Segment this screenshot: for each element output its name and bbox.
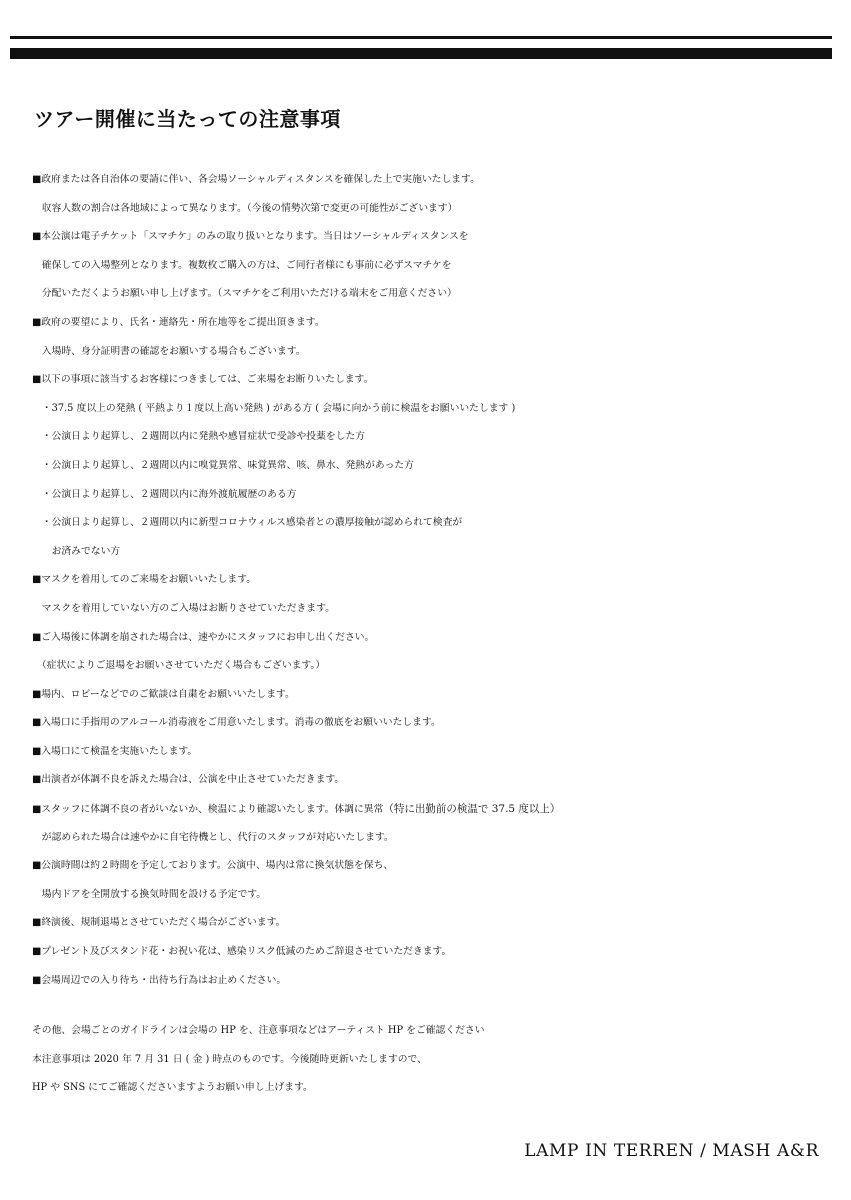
notice-line: ■終演後、規制退場とさせていただく場合がございます。 <box>32 917 286 929</box>
notice-list <box>32 166 832 995</box>
notice-line: ■以下の事項に該当するお客様につきましては、ご来場をお断りいたします。 <box>32 374 374 386</box>
notice-line: が認められた場合は速やかに自宅待機とし、代行のスタッフが対応いたします。 <box>32 831 394 843</box>
notice-line: ・公演日より起算し、２週間以内に海外渡航履歴のある方 <box>32 488 297 500</box>
header-rule-thick <box>10 48 832 59</box>
page-title: ツアー開催に当たっての注意事項 <box>34 107 341 131</box>
notice-line: ■入場口にて検温を実施いたします。 <box>32 745 198 757</box>
notice-line: ■会場周辺での入り待ち・出待ち行為はお止めください。 <box>32 974 287 986</box>
notice-line: ・公演日より起算し、２週間以内に嗅覚異常、味覚異常、咳、鼻水、発熱があった方 <box>32 459 414 471</box>
footer-line: 本注意事項は 2020 年 7 月 31 日 ( 金 ) 時点のものです。今後随時更新いたしますので、 <box>32 1053 427 1065</box>
footer-note <box>32 1017 832 1103</box>
notice-line: ・公演日より起算し、２週間以内に新型コロナウィルス感染者との濃厚接触が認められて検査が <box>32 517 463 529</box>
notice-line: ■政府または各自治体の要請に伴い、各会場ソーシャルディスタンスを確保した上で実施いたします。 <box>32 174 480 185</box>
notice-line: ■本公演は電子チケット「スマチケ」のみの取り扱いとなります。当日はソーシャルディスタンスを <box>32 231 469 243</box>
footer-line: その他、会場ごとのガイドラインは会場の HP を、注意事項などはアーティスト HP をご確認ください <box>32 1025 485 1036</box>
notice-line: ■プレゼント及びスタンド花・お祝い花は、感染リスク低減のためご辞退させていただきます。 <box>32 946 452 958</box>
notice-line: 場内ドアを全開放する換気時間を設ける予定です。 <box>32 888 267 900</box>
notice-line: ■場内、ロビーなどでのご歓談は自粛をお願いいたします。 <box>32 688 295 700</box>
signature: LAMP IN TERREN / MASH A&R <box>524 1141 819 1161</box>
notice-line: ■入場口に手指用のアルコール消毒液をご用意いたします。消毒の徹底をお願いいたします。 <box>32 717 441 729</box>
notice-line: ・37.5 度以上の発熱 ( 平熱より１度以上高い発熱 ) がある方 ( 会場に向かう前に検温をお願いいたします ) <box>32 402 516 414</box>
staff-check-text: ■スタッフに体調不良の者がいないか、検温により確認いたします。体調に異常 <box>32 804 384 816</box>
notice-line: ■政府の要望により、氏名・連絡先・所在地等をご提出頂きます。 <box>32 316 325 328</box>
notice-line: ■ご入場後に体調を崩された場合は、速やかにスタッフにお申し出ください。 <box>32 631 375 643</box>
notice-line: マスクを着用していない方のご入場はお断りさせていただきます。 <box>32 602 335 614</box>
notice-line: ■出演者が体調不良を訴えた場合は、公演を中止させていただきます。 <box>32 774 345 786</box>
notice-line: ■公演時間は約２時間を予定しております。公演中、場内は常に換気状態を保ち、 <box>32 860 394 872</box>
notice-line: （症状によりご退場をお願いさせていただく場合もございます。） <box>32 660 326 672</box>
notice-line: 収容人数の割合は各地域によって異なります。（今後の情勢次第で変更の可能性がございます） <box>32 202 458 214</box>
notice-line: 分配いただくようお願い申し上げます。（スマチケをご利用いただける端末をご用意ください） <box>32 288 457 300</box>
notice-line: 確保しての入場整列となります。複数枚ご購入の方は、ご同行者様にも事前に必ずスマチケを <box>32 259 452 271</box>
notice-line: ■マスクを着用してのご来場をお願いいたします。 <box>32 574 257 586</box>
staff-check-note: （特に出勤前の検温で 37.5 度以上） <box>383 803 561 816</box>
notice-line: ・公演日より起算し、２週間以内に発熱や感冒症状で受診や投薬をした方 <box>32 431 366 443</box>
header-rule-thin <box>10 36 832 39</box>
notice-line: お済みでない方 <box>32 545 121 557</box>
notice-line: 入場時、身分証明書の確認をお願いする場合もございます。 <box>32 345 306 357</box>
notice-line <box>32 795 832 824</box>
footer-line: HP や SNS にてご確認くださいますようお願い申し上げます。 <box>32 1082 313 1094</box>
